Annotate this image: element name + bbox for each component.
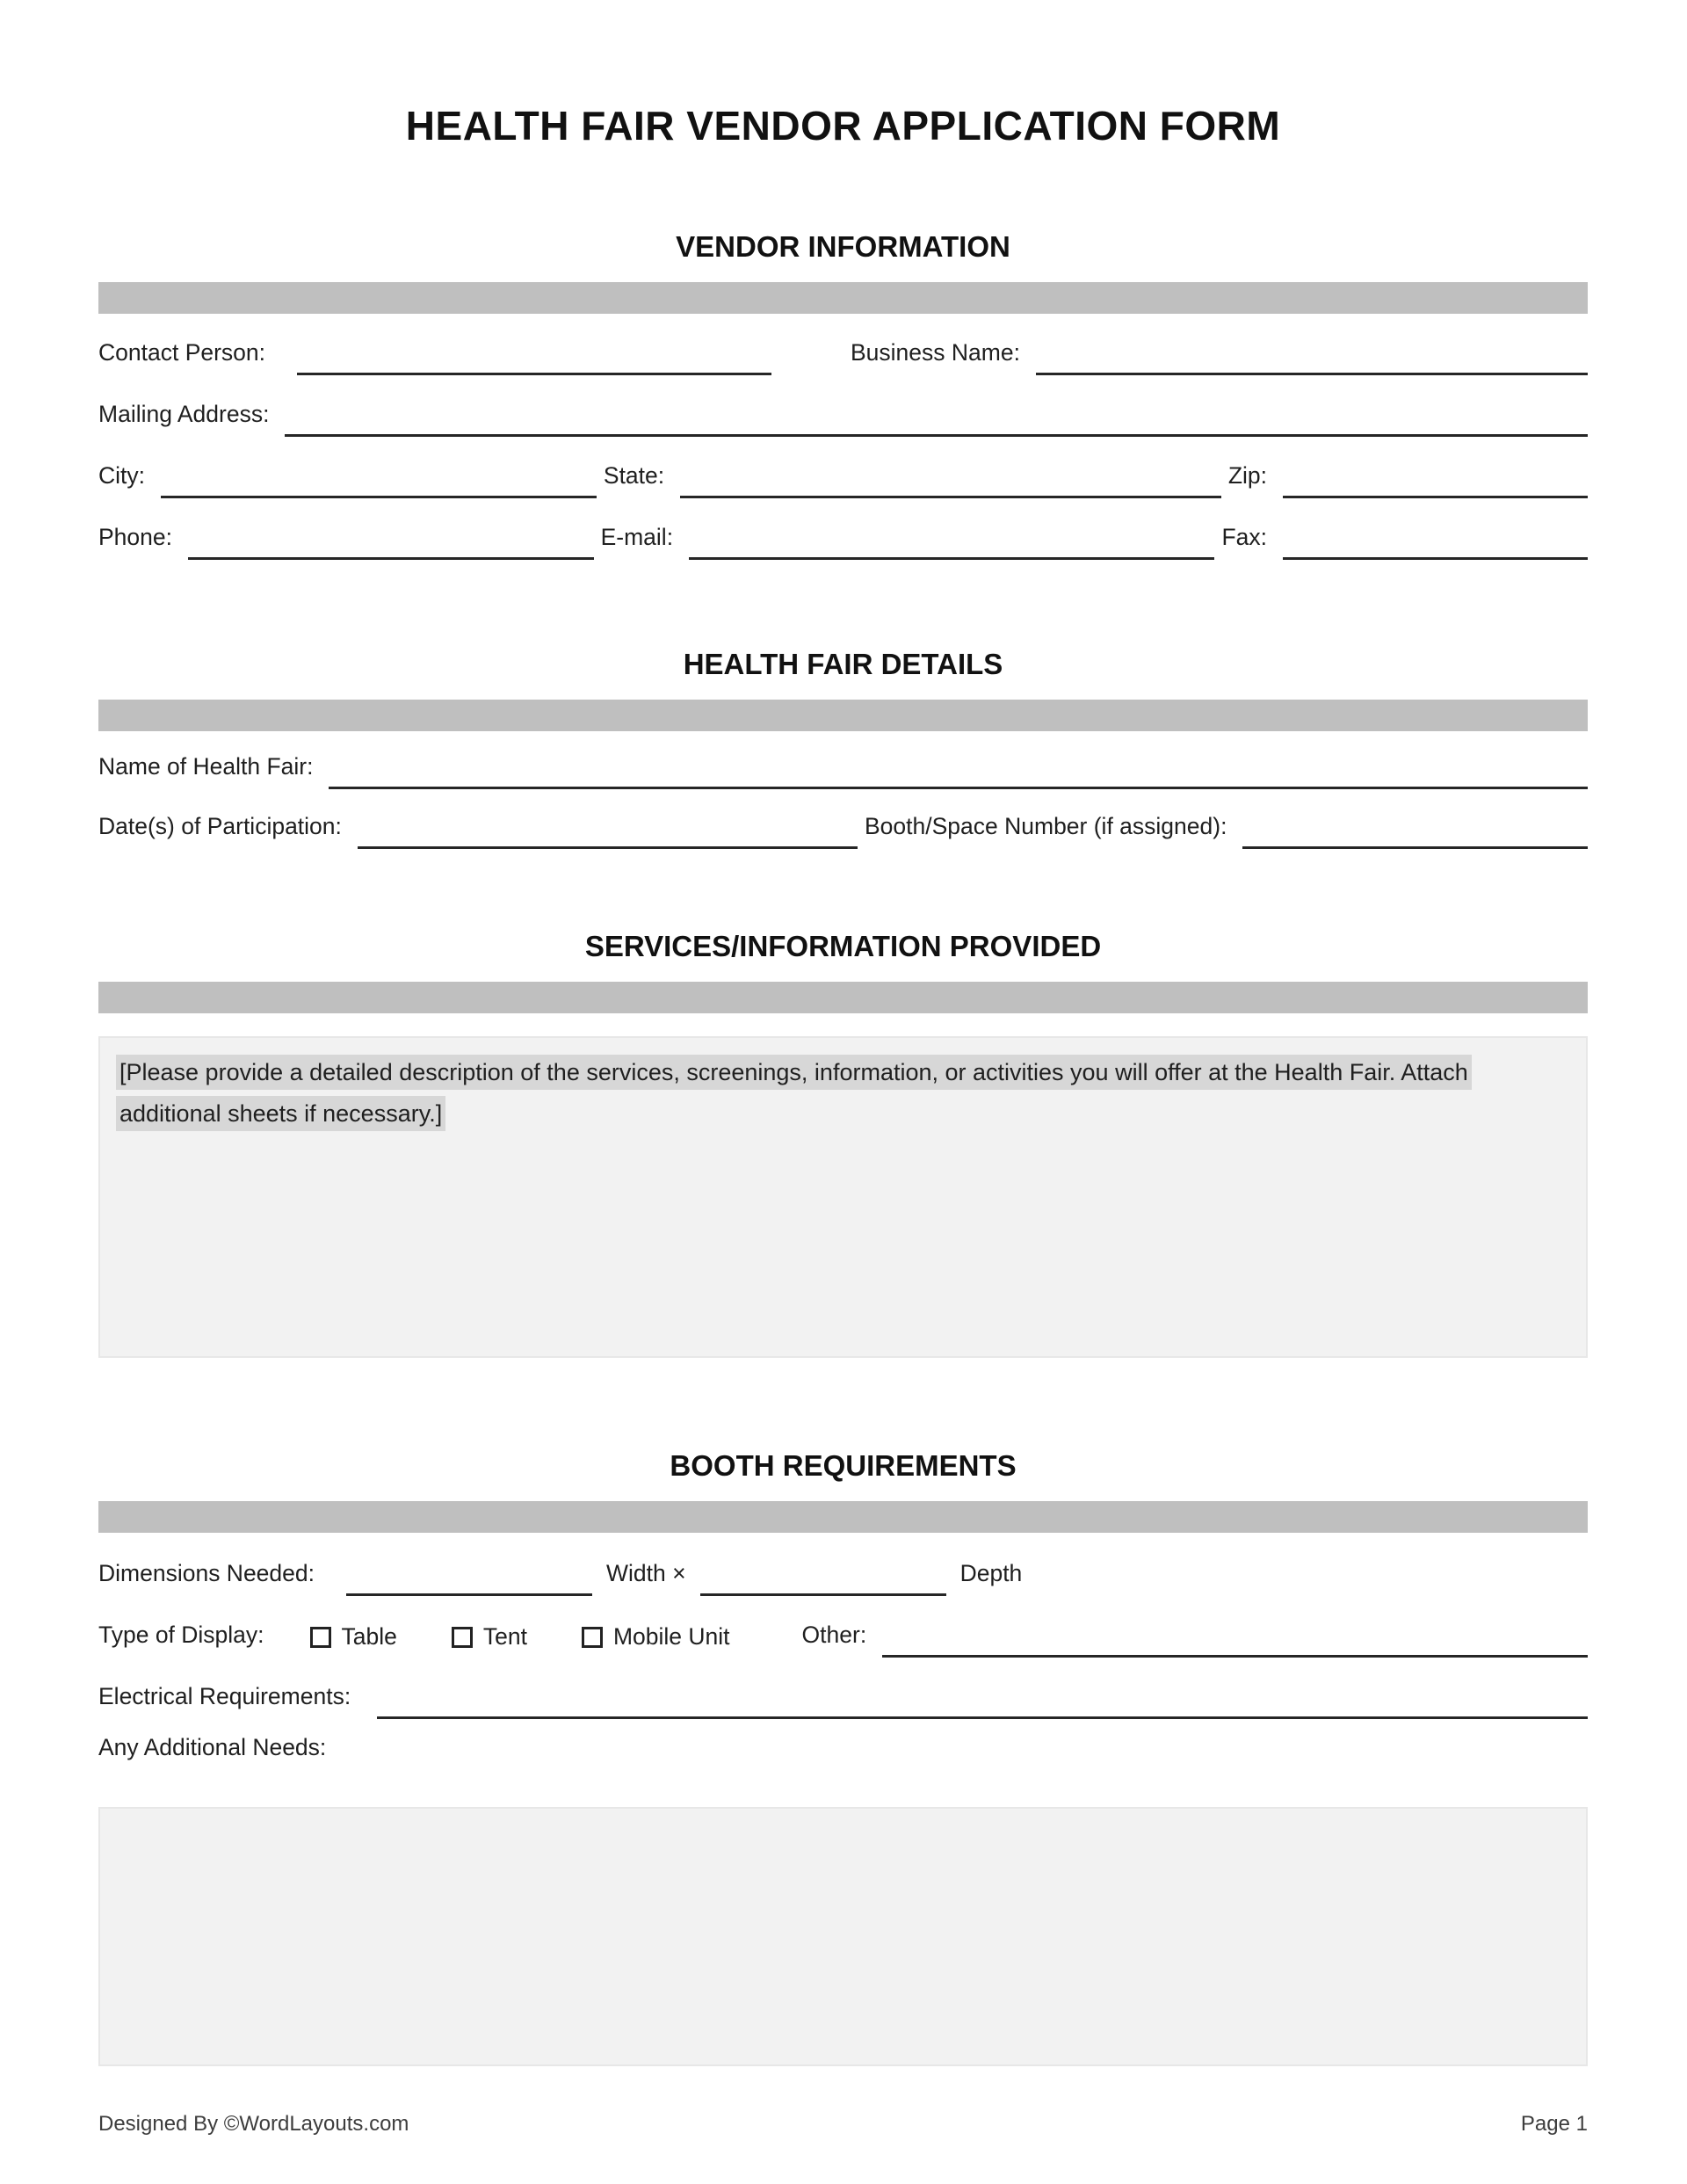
dimensions-width-field[interactable] (346, 1556, 592, 1596)
display-option-mobile-unit[interactable] (582, 1623, 730, 1658)
email-field[interactable] (689, 519, 1214, 560)
page-footer (98, 2112, 1588, 2137)
phone-group (98, 519, 594, 560)
fax-group (1214, 519, 1588, 560)
dimensions-width-label: Width × (606, 1560, 686, 1586)
page-title: HEALTH FAIR VENDOR APPLICATION FORM (405, 103, 1281, 149)
electrical-requirements-label: Electrical Requirements: (98, 1683, 351, 1709)
row-contact-business (98, 314, 1588, 375)
state-field[interactable] (680, 458, 1221, 498)
participation-dates-group (98, 809, 858, 849)
phone-label: Phone: (98, 524, 172, 550)
zip-field[interactable] (1283, 458, 1588, 498)
section-bar (98, 982, 1588, 1013)
services-description-box[interactable] (98, 1036, 1588, 1358)
display-option-tent[interactable] (452, 1623, 527, 1658)
section-heading-vendor-information: VENDOR INFORMATION (676, 230, 1010, 263)
fax-label: Fax: (1221, 524, 1267, 550)
checkbox-mobile-unit-label: Mobile Unit (612, 1623, 730, 1650)
services-placeholder-text (116, 1052, 1570, 1135)
city-field[interactable] (161, 458, 597, 498)
state-label: State: (603, 462, 665, 489)
row-health-fair-name (98, 731, 1588, 789)
display-option-table[interactable] (310, 1623, 397, 1658)
checkbox-mobile-unit[interactable] (582, 1627, 603, 1648)
services-placeholder-highlight: [Please provide a detailed description of the services, screenings, information, or activities you will offer at the Health Fair. Attach additional sheets if necessary.] (116, 1055, 1472, 1131)
footer-page-number: Page 1 (1520, 2112, 1588, 2136)
fax-field[interactable] (1283, 519, 1588, 560)
booth-number-field[interactable] (1242, 809, 1588, 849)
mailing-address-field[interactable] (285, 396, 1588, 437)
checkbox-table[interactable] (310, 1627, 331, 1648)
dimensions-depth-field[interactable] (700, 1556, 946, 1596)
zip-label: Zip: (1227, 462, 1267, 489)
dimensions-depth-label: Depth (959, 1560, 1023, 1586)
section-bar (98, 700, 1588, 731)
state-group (597, 458, 1221, 498)
row-electrical (98, 1658, 1588, 1719)
row-display-type (98, 1596, 1588, 1658)
business-name-field[interactable] (1036, 335, 1588, 375)
additional-needs-box[interactable] (98, 1807, 1588, 2066)
row-additional-needs (98, 1719, 1588, 1770)
section-heading-health-fair-details: HEALTH FAIR DETAILS (683, 648, 1003, 680)
row-city-state-zip (98, 437, 1588, 498)
footer-credit: Designed By ©WordLayouts.com (98, 2112, 409, 2136)
contact-person-field[interactable] (297, 335, 771, 375)
row-dimensions (98, 1533, 1588, 1596)
health-fair-name-field[interactable] (329, 749, 1588, 789)
row-phone-email-fax (98, 498, 1588, 560)
booth-number-label: Booth/Space Number (if assigned): (865, 813, 1227, 839)
business-name-label: Business Name: (851, 339, 1020, 366)
business-name-group (844, 335, 1588, 375)
phone-field[interactable] (188, 519, 594, 560)
contact-person-group (98, 335, 844, 375)
zip-group (1221, 458, 1588, 498)
dimensions-label: Dimensions Needed: (98, 1560, 315, 1586)
display-other-label: Other: (801, 1622, 867, 1648)
row-dates-booth (98, 789, 1588, 849)
additional-needs-label: Any Additional Needs: (98, 1734, 327, 1760)
email-group (594, 519, 1215, 560)
section-heading-services-provided: SERVICES/INFORMATION PROVIDED (584, 930, 1102, 962)
city-group (98, 458, 597, 498)
contact-person-label: Contact Person: (98, 339, 266, 366)
checkbox-tent[interactable] (452, 1627, 473, 1648)
participation-dates-label: Date(s) of Participation: (98, 813, 342, 839)
checkbox-table-label: Table (341, 1623, 397, 1650)
email-label: E-mail: (600, 524, 674, 550)
section-heading-booth-requirements: BOOTH REQUIREMENTS (670, 1449, 1017, 1482)
health-fair-name-label: Name of Health Fair: (98, 753, 314, 780)
mailing-address-label: Mailing Address: (98, 401, 270, 427)
participation-dates-field[interactable] (358, 809, 858, 849)
section-bar (98, 282, 1588, 314)
display-other-field[interactable] (882, 1617, 1588, 1658)
checkbox-tent-label: Tent (482, 1623, 527, 1650)
booth-number-group (858, 809, 1588, 849)
row-mailing-address (98, 375, 1588, 437)
section-bar (98, 1501, 1588, 1533)
electrical-requirements-field[interactable] (377, 1679, 1588, 1719)
display-type-label: Type of Display: (98, 1622, 264, 1648)
city-label: City: (98, 462, 145, 489)
